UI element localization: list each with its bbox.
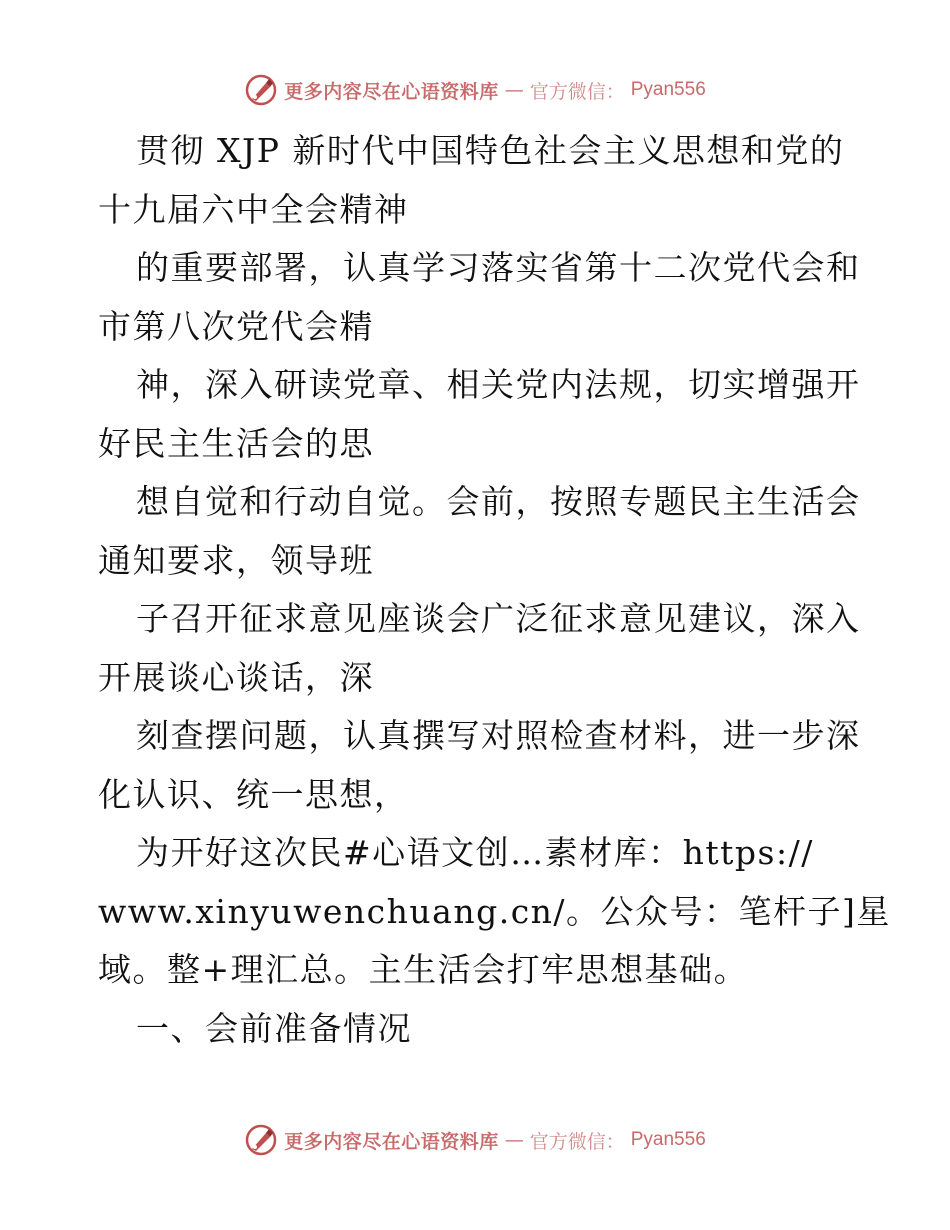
banner-official-label: 官方微信： bbox=[529, 80, 625, 103]
paragraph-line: 开展谈心谈话，深 bbox=[98, 657, 374, 697]
paragraph-line: 的重要部署，认真学习落实省第十二次党代会和 bbox=[136, 248, 861, 287]
footer-banner bbox=[0, 1120, 950, 1160]
paragraph-line: 好民主生活会的思 bbox=[98, 423, 374, 463]
pen-logo-icon bbox=[244, 1123, 278, 1157]
paragraph-line: 市第八次党代会精 bbox=[98, 306, 374, 346]
banner-wechat-id: Pyan556 bbox=[630, 1129, 706, 1150]
banner-dash: — bbox=[504, 1129, 524, 1151]
banner-site-text: 更多内容尽在心语资料库 bbox=[284, 1130, 499, 1153]
paragraph-line: 神，深入研读党章、相关党内法规，切实增强开 bbox=[136, 365, 861, 404]
section-heading: 一、会前准备情况 bbox=[136, 1008, 412, 1048]
paragraph-line: 子召开征求意见座谈会广泛征求意见建议，深入 bbox=[136, 599, 861, 638]
paragraph-line: 通知要求，领导班 bbox=[98, 540, 374, 580]
pen-logo-icon bbox=[244, 73, 278, 107]
paragraph-line: 想自觉和行动自觉。会前，按照专题民主生活会 bbox=[136, 482, 861, 521]
paragraph-line: 贯彻 XJP 新时代中国特色社会主义思想和党的 bbox=[136, 131, 845, 170]
document-body bbox=[98, 122, 891, 1058]
paragraph-line: www.xinyuwenchuang.cn/。公众号：笔杆子]星 bbox=[98, 891, 891, 931]
paragraph-line: 十九届六中全会精神 bbox=[98, 189, 409, 229]
paragraph-line: 刻查摆问题，认真撰写对照检查材料，进一步深 bbox=[136, 716, 861, 755]
banner-wechat-id: Pyan556 bbox=[630, 79, 706, 100]
paragraph-line: 化认识、统一思想， bbox=[98, 774, 409, 814]
banner-dash: — bbox=[504, 79, 524, 101]
paragraph-line: 为开好这次民#心语文创…素材库：https:// bbox=[136, 833, 814, 872]
header-banner bbox=[0, 70, 950, 110]
banner-site-text: 更多内容尽在心语资料库 bbox=[284, 80, 499, 103]
banner-official-label: 官方微信： bbox=[529, 1130, 625, 1153]
paragraph-line: 域。整+理汇总。主生活会打牢思想基础。 bbox=[98, 950, 749, 989]
